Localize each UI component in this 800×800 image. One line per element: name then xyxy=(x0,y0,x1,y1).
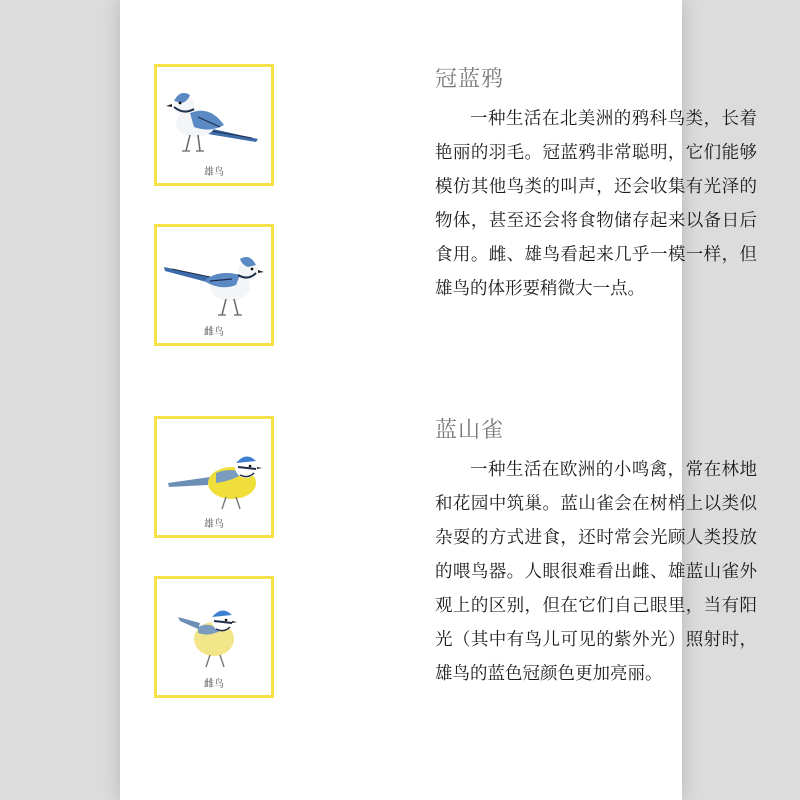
species-title: 蓝山雀 xyxy=(435,418,505,443)
card-caption: 雄鸟 xyxy=(204,167,224,178)
blue-tit-icon xyxy=(160,587,268,677)
blue-jay-male-card xyxy=(154,64,274,186)
card-caption: 雌鸟 xyxy=(204,327,224,338)
blue-jay-female-card xyxy=(154,224,274,346)
species-description: 一种生活在欧洲的小鸣禽，常在林地和花园中筑巢。蓝山雀会在树梢上以类似杂耍的方式进食，还时常会光顾人类投放的喂鸟器。人眼很难看出雌、雄蓝山雀外观上的区别，但在它们自己眼里，当有阳光（其中有鸟儿可见的紫外光）照射时，雄鸟的蓝色冠颜色更加亮丽。 xyxy=(435,460,757,684)
species-title: 冠蓝鸦 xyxy=(435,67,505,92)
book-page xyxy=(120,0,757,800)
blue-jay-icon xyxy=(160,235,268,325)
blue-tit-male-card xyxy=(154,416,274,538)
blue-jay-icon xyxy=(160,75,268,165)
card-caption: 雄鸟 xyxy=(204,519,224,530)
species-description: 一种生活在北美洲的鸦科鸟类，长着艳丽的羽毛。冠蓝鸦非常聪明，它们能够模仿其他鸟类的叫声，还会收集有光泽的物体，甚至还会将食物储存起来以备日后食用。雌、雄鸟看起来几乎一模一样，但雄鸟的体形要稍微大一点。 xyxy=(435,109,757,299)
blue-tit-icon xyxy=(160,427,268,517)
blue-tit-female-card xyxy=(154,576,274,698)
card-caption: 雌鸟 xyxy=(204,679,224,690)
